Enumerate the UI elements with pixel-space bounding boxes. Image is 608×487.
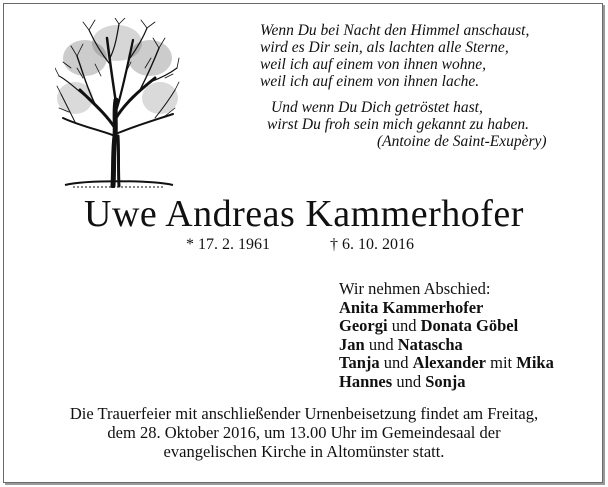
poem-line: wird es Dir sein, als lachten alle Sterne, <box>260 39 509 56</box>
deceased-name: Uwe Andreas Kammerhofer <box>84 193 524 235</box>
mourner-line: Hannes und Sonja <box>339 371 466 391</box>
service-line: dem 28. Oktober 2016, um 13.00 Uhr im Gemeindesaal der <box>107 423 501 442</box>
mourner-line: Anita Kammerhofer <box>339 297 484 317</box>
poem-line: Und wenn Du Dich getröstet hast, <box>271 99 483 116</box>
bare-tree-icon <box>55 18 180 188</box>
service-line: Die Trauerfeier mit anschließender Urnenbeisetzung findet am Freitag, <box>69 404 539 423</box>
birth-date: * 17. 2. 1961 <box>186 236 270 253</box>
death-date: † 6. 10. 2016 <box>330 236 414 253</box>
poem-line: wirst Du froh sein mich gekannt zu haben. <box>267 116 530 133</box>
service-notice <box>0 404 608 461</box>
mourner-line: Georgi und Donata Göbel <box>339 316 519 335</box>
mourner-line: Tanja und Alexander mit Mika <box>339 353 554 372</box>
mourners-list <box>339 280 554 391</box>
poem-attribution: (Antoine de Saint-Exupèry) <box>377 133 547 150</box>
poem-line: weil ich auf einem von ihnen wohne, <box>260 56 486 73</box>
service-line: evangelischen Kirche in Altomünster statt. <box>163 442 445 461</box>
poem-line: Wenn Du bei Nacht den Himmel anschaust, <box>260 22 530 39</box>
mourners-intro: Wir nehmen Abschied: <box>339 279 491 298</box>
poem-line: weil ich auf einem von ihnen lache. <box>260 73 480 90</box>
mourner-line: Jan und Natascha <box>339 334 463 354</box>
